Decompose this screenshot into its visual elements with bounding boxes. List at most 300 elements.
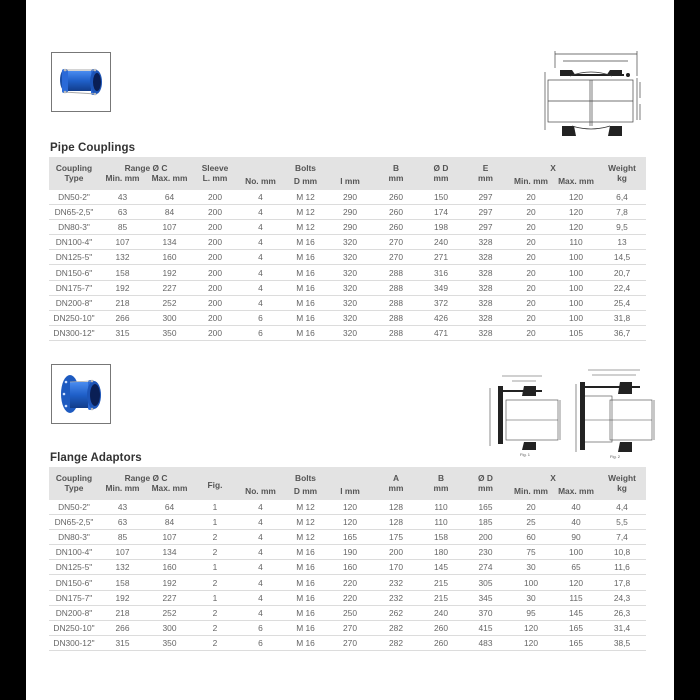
- table-cell: 200: [193, 235, 237, 250]
- flange-adaptors-rows: [49, 500, 646, 650]
- col-range-max: Max. mm: [146, 173, 193, 190]
- table-cell: 100: [554, 310, 598, 325]
- table-cell: 132: [99, 560, 146, 575]
- table-cell: M 16: [284, 250, 327, 265]
- svg-text:Fig. 2: Fig. 2: [610, 454, 621, 459]
- col-bolts: Bolts: [284, 157, 327, 173]
- table-cell: 4: [237, 500, 284, 515]
- table-cell: 120: [327, 515, 373, 530]
- table-cell: 174: [419, 205, 463, 220]
- table-cell: M 12: [284, 515, 327, 530]
- table-cell: DN250-10": [49, 310, 99, 325]
- table-cell: 349: [419, 280, 463, 295]
- table-row: [49, 295, 646, 310]
- table-cell: 120: [554, 190, 598, 205]
- col-range: Range Ø C: [99, 157, 193, 173]
- pipe-coupling-drawing-icon: [540, 48, 652, 143]
- col-range-min: Min. mm: [99, 173, 146, 190]
- table-cell: DN50-2": [49, 500, 99, 515]
- table-cell: 320: [327, 310, 373, 325]
- table-cell: 2: [193, 635, 237, 650]
- table-cell: M 16: [284, 635, 327, 650]
- table-cell: 100: [554, 295, 598, 310]
- table-cell: 328: [463, 310, 508, 325]
- table-cell: 115: [554, 590, 598, 605]
- table-cell: 6: [237, 620, 284, 635]
- table-cell: 25: [508, 515, 554, 530]
- col-weight: Weight: [598, 157, 646, 173]
- table-cell: 215: [419, 575, 463, 590]
- table-row: [49, 250, 646, 265]
- table-cell: 36,7: [598, 325, 646, 340]
- table-cell: 260: [373, 190, 419, 205]
- table-row: [49, 605, 646, 620]
- table-cell: 198: [419, 220, 463, 235]
- col-x-max: Max. mm: [554, 483, 598, 500]
- table-cell: 150: [419, 190, 463, 205]
- col-x: X: [508, 467, 598, 483]
- table-cell: 120: [327, 500, 373, 515]
- table-cell: 4: [237, 605, 284, 620]
- table-cell: 64: [146, 500, 193, 515]
- table-cell: 260: [419, 620, 463, 635]
- table-cell: 200: [373, 545, 419, 560]
- table-cell: 192: [146, 575, 193, 590]
- table-cell: DN100-4": [49, 545, 99, 560]
- table-cell: 200: [193, 310, 237, 325]
- table-cell: 158: [99, 575, 146, 590]
- table-cell: 300: [146, 620, 193, 635]
- col-x-max: Max. mm: [554, 173, 598, 190]
- col-e-unit: mm: [463, 173, 508, 190]
- table-cell: DN50-2": [49, 190, 99, 205]
- table-cell: 110: [554, 235, 598, 250]
- table-cell: 471: [419, 325, 463, 340]
- table-row: [49, 265, 646, 280]
- table-cell: 134: [146, 545, 193, 560]
- pipe-couplings-rows: [49, 190, 646, 340]
- table-cell: DN80-3": [49, 530, 99, 545]
- table-cell: DN125-5": [49, 560, 99, 575]
- table-cell: 252: [146, 295, 193, 310]
- table-cell: M 16: [284, 265, 327, 280]
- table-cell: 120: [554, 220, 598, 235]
- col-b: B: [419, 467, 463, 483]
- pipe-couplings-table: [49, 157, 646, 341]
- table-cell: 6: [237, 310, 284, 325]
- table-cell: 297: [463, 220, 508, 235]
- table-cell: 200: [193, 280, 237, 295]
- table-row: [49, 635, 646, 650]
- table-row: [49, 530, 646, 545]
- table-cell: DN65-2,5": [49, 205, 99, 220]
- table-cell: 328: [463, 325, 508, 340]
- table-cell: 145: [554, 605, 598, 620]
- pipe-coupling-photo: [51, 52, 111, 112]
- table-cell: DN100-4": [49, 235, 99, 250]
- col-range: Range Ø C: [99, 467, 193, 483]
- table-cell: 31,8: [598, 310, 646, 325]
- table-cell: 20: [508, 295, 554, 310]
- table-cell: 31,4: [598, 620, 646, 635]
- table-cell: 190: [327, 545, 373, 560]
- table-cell: 20: [508, 280, 554, 295]
- table-cell: 128: [373, 500, 419, 515]
- table-cell: 105: [554, 325, 598, 340]
- flange-adaptors-title: Flange Adaptors: [50, 452, 142, 464]
- table-cell: 120: [554, 205, 598, 220]
- table-cell: 1: [193, 590, 237, 605]
- table-cell: 345: [463, 590, 508, 605]
- table-row: [49, 325, 646, 340]
- table-cell: 260: [419, 635, 463, 650]
- table-cell: 192: [146, 265, 193, 280]
- col-bolts-d: D mm: [284, 483, 327, 500]
- col-bolts-no: No. mm: [237, 483, 284, 500]
- table-cell: 250: [327, 605, 373, 620]
- table-cell: M 12: [284, 500, 327, 515]
- table-cell: 328: [463, 250, 508, 265]
- table-cell: 158: [419, 530, 463, 545]
- table-cell: 4: [237, 235, 284, 250]
- table-cell: 60: [508, 530, 554, 545]
- table-cell: 270: [327, 635, 373, 650]
- table-cell: 43: [99, 500, 146, 515]
- table-cell: M 16: [284, 590, 327, 605]
- table-cell: M 16: [284, 620, 327, 635]
- table-row: [49, 280, 646, 295]
- table-cell: 85: [99, 220, 146, 235]
- table-cell: 65: [554, 560, 598, 575]
- table-cell: 192: [99, 280, 146, 295]
- table-cell: 220: [327, 590, 373, 605]
- table-cell: 14,5: [598, 250, 646, 265]
- table-cell: 320: [327, 250, 373, 265]
- table-cell: M 16: [284, 605, 327, 620]
- table-cell: 215: [419, 590, 463, 605]
- table-cell: 120: [554, 575, 598, 590]
- table-cell: 100: [554, 265, 598, 280]
- table-cell: 305: [463, 575, 508, 590]
- table-cell: 270: [373, 250, 419, 265]
- table-cell: DN200-8": [49, 605, 99, 620]
- table-cell: 20: [508, 325, 554, 340]
- table-cell: DN200-8": [49, 295, 99, 310]
- table-cell: M 12: [284, 205, 327, 220]
- table-cell: 316: [419, 265, 463, 280]
- table-cell: 290: [327, 220, 373, 235]
- table-cell: 266: [99, 310, 146, 325]
- table-cell: 297: [463, 190, 508, 205]
- table-cell: 320: [327, 235, 373, 250]
- flange-adaptors-table: [49, 467, 646, 651]
- table-cell: 7,4: [598, 530, 646, 545]
- table-cell: 282: [373, 635, 419, 650]
- table-cell: 232: [373, 590, 419, 605]
- table-cell: 370: [463, 605, 508, 620]
- table-cell: 20: [508, 235, 554, 250]
- table-cell: 252: [146, 605, 193, 620]
- table-cell: 100: [554, 250, 598, 265]
- table-cell: 160: [146, 250, 193, 265]
- table-cell: 372: [419, 295, 463, 310]
- table-cell: 271: [419, 250, 463, 265]
- flange-adaptor-icon: [58, 372, 104, 416]
- col-fig: Fig.: [193, 467, 237, 500]
- col-type: Type: [49, 173, 99, 190]
- table-cell: 160: [327, 560, 373, 575]
- table-cell: 415: [463, 620, 508, 635]
- table-cell: 260: [373, 205, 419, 220]
- table-cell: 165: [463, 500, 508, 515]
- table-row: [49, 190, 646, 205]
- table-cell: 20: [508, 265, 554, 280]
- table-cell: 107: [99, 235, 146, 250]
- table-cell: 13: [598, 235, 646, 250]
- pipe-coupling-icon: [56, 62, 106, 102]
- table-cell: 110: [419, 500, 463, 515]
- table-cell: 110: [419, 515, 463, 530]
- table-cell: 200: [193, 295, 237, 310]
- table-row: [49, 220, 646, 235]
- table-cell: DN80-3": [49, 220, 99, 235]
- table-cell: 84: [146, 205, 193, 220]
- table-cell: 75: [508, 545, 554, 560]
- table-cell: 100: [554, 545, 598, 560]
- table-row: [49, 515, 646, 530]
- table-cell: 2: [193, 605, 237, 620]
- table-cell: 218: [99, 295, 146, 310]
- col-b-unit: mm: [373, 173, 419, 190]
- table-cell: 288: [373, 295, 419, 310]
- table-cell: 5,5: [598, 515, 646, 530]
- table-cell: 230: [463, 545, 508, 560]
- table-cell: 192: [99, 590, 146, 605]
- col-bolts-l: l mm: [327, 173, 373, 190]
- table-cell: DN65-2,5": [49, 515, 99, 530]
- table-cell: 9,5: [598, 220, 646, 235]
- table-cell: 107: [146, 530, 193, 545]
- table-cell: 270: [373, 235, 419, 250]
- table-cell: 165: [554, 635, 598, 650]
- table-cell: 175: [373, 530, 419, 545]
- table-cell: 107: [146, 220, 193, 235]
- table-row: [49, 310, 646, 325]
- table-row: [49, 235, 646, 250]
- table-cell: 25,4: [598, 295, 646, 310]
- col-od: Ø D: [419, 157, 463, 173]
- table-cell: 220: [327, 575, 373, 590]
- table-cell: 7,8: [598, 205, 646, 220]
- table-cell: M 16: [284, 560, 327, 575]
- table-cell: 4: [237, 205, 284, 220]
- table-cell: 4: [237, 220, 284, 235]
- table-cell: M 16: [284, 545, 327, 560]
- table-cell: 4: [237, 575, 284, 590]
- table-cell: 6,4: [598, 190, 646, 205]
- table-cell: 4: [237, 545, 284, 560]
- table-cell: 282: [373, 620, 419, 635]
- table-cell: 30: [508, 590, 554, 605]
- col-a-unit: mm: [373, 483, 419, 500]
- table-cell: 38,5: [598, 635, 646, 650]
- table-cell: 266: [99, 620, 146, 635]
- table-cell: M 16: [284, 295, 327, 310]
- table-cell: 107: [99, 545, 146, 560]
- col-type: Type: [49, 483, 99, 500]
- table-cell: 227: [146, 590, 193, 605]
- table-cell: 1: [193, 560, 237, 575]
- table-cell: 64: [146, 190, 193, 205]
- col-od-unit: mm: [419, 173, 463, 190]
- table-cell: 426: [419, 310, 463, 325]
- col-bolts-l: l mm: [327, 483, 373, 500]
- table-cell: 85: [99, 530, 146, 545]
- flange-adaptor-drawing-icon: [480, 366, 660, 460]
- table-cell: DN150-6": [49, 265, 99, 280]
- table-cell: 297: [463, 205, 508, 220]
- table-cell: M 12: [284, 190, 327, 205]
- table-cell: M 16: [284, 280, 327, 295]
- col-x-min: Min. mm: [508, 483, 554, 500]
- table-cell: DN300-12": [49, 325, 99, 340]
- table-cell: DN300-12": [49, 635, 99, 650]
- table-cell: 270: [327, 620, 373, 635]
- table-cell: 100: [508, 575, 554, 590]
- flange-adaptor-photo: [51, 364, 111, 424]
- col-bolts-d: D mm: [284, 173, 327, 190]
- col-a: A: [373, 467, 419, 483]
- table-cell: 4: [237, 295, 284, 310]
- table-cell: 160: [146, 560, 193, 575]
- table-cell: 300: [146, 310, 193, 325]
- table-cell: 227: [146, 280, 193, 295]
- table-cell: 22,4: [598, 280, 646, 295]
- table-cell: 4: [237, 560, 284, 575]
- table-cell: 20: [508, 310, 554, 325]
- table-cell: 20,7: [598, 265, 646, 280]
- table-cell: 30: [508, 560, 554, 575]
- table-cell: 120: [508, 635, 554, 650]
- table-cell: 290: [327, 205, 373, 220]
- table-cell: 165: [327, 530, 373, 545]
- table-cell: M 12: [284, 220, 327, 235]
- table-cell: 43: [99, 190, 146, 205]
- table-cell: 200: [193, 205, 237, 220]
- table-cell: 100: [554, 280, 598, 295]
- table-cell: 200: [193, 220, 237, 235]
- table-cell: 20: [508, 220, 554, 235]
- table-cell: 63: [99, 515, 146, 530]
- table-cell: 180: [419, 545, 463, 560]
- col-od-unit: mm: [463, 483, 508, 500]
- table-cell: 128: [373, 515, 419, 530]
- table-cell: 200: [193, 325, 237, 340]
- table-cell: 4: [237, 190, 284, 205]
- table-cell: 63: [99, 205, 146, 220]
- col-sleeve: Sleeve: [193, 157, 237, 173]
- table-cell: 2: [193, 620, 237, 635]
- table-cell: 84: [146, 515, 193, 530]
- table-cell: 120: [508, 620, 554, 635]
- table-cell: 6: [237, 635, 284, 650]
- table-cell: 240: [419, 605, 463, 620]
- table-cell: 320: [327, 265, 373, 280]
- table-cell: M 12: [284, 530, 327, 545]
- table-cell: 134: [146, 235, 193, 250]
- table-cell: 2: [193, 530, 237, 545]
- table-cell: M 16: [284, 235, 327, 250]
- table-cell: 200: [463, 530, 508, 545]
- table-cell: 240: [419, 235, 463, 250]
- svg-text:Fig. 1: Fig. 1: [520, 452, 531, 457]
- pipe-couplings-title: Pipe Couplings: [50, 142, 136, 154]
- table-cell: 1: [193, 500, 237, 515]
- table-cell: 145: [419, 560, 463, 575]
- table-cell: 200: [193, 265, 237, 280]
- table-cell: 483: [463, 635, 508, 650]
- table-cell: 350: [146, 635, 193, 650]
- table-cell: 20: [508, 500, 554, 515]
- col-range-max: Max. mm: [146, 483, 193, 500]
- table-row: [49, 620, 646, 635]
- catalog-page: [26, 0, 674, 700]
- table-row: [49, 545, 646, 560]
- table-cell: DN250-10": [49, 620, 99, 635]
- table-cell: DN175-7": [49, 280, 99, 295]
- table-row: [49, 500, 646, 515]
- table-cell: 26,3: [598, 605, 646, 620]
- table-cell: 260: [373, 220, 419, 235]
- table-cell: 6: [237, 325, 284, 340]
- table-cell: 232: [373, 575, 419, 590]
- table-cell: M 16: [284, 310, 327, 325]
- table-cell: 185: [463, 515, 508, 530]
- table-cell: 328: [463, 265, 508, 280]
- col-bolts-no: No. mm: [237, 173, 284, 190]
- col-x: X: [508, 157, 598, 173]
- table-cell: 17,8: [598, 575, 646, 590]
- table-cell: 158: [99, 265, 146, 280]
- table-row: [49, 560, 646, 575]
- table-cell: 328: [463, 280, 508, 295]
- table-cell: 290: [327, 190, 373, 205]
- table-cell: 10,8: [598, 545, 646, 560]
- table-cell: 274: [463, 560, 508, 575]
- table-row: [49, 590, 646, 605]
- table-cell: 320: [327, 325, 373, 340]
- table-cell: 20: [508, 190, 554, 205]
- table-cell: 90: [554, 530, 598, 545]
- table-row: [49, 205, 646, 220]
- col-weight: Weight: [598, 467, 646, 483]
- table-cell: 200: [193, 190, 237, 205]
- table-cell: 170: [373, 560, 419, 575]
- col-coupling: Coupling: [49, 467, 99, 483]
- table-cell: 288: [373, 265, 419, 280]
- col-e: E: [463, 157, 508, 173]
- table-row: [49, 575, 646, 590]
- table-cell: 4: [237, 590, 284, 605]
- table-cell: 288: [373, 280, 419, 295]
- table-cell: 328: [463, 235, 508, 250]
- table-cell: DN175-7": [49, 590, 99, 605]
- table-cell: 200: [193, 250, 237, 265]
- table-cell: 2: [193, 575, 237, 590]
- col-weight-unit: kg: [598, 173, 646, 190]
- table-cell: 4,4: [598, 500, 646, 515]
- table-cell: DN125-5": [49, 250, 99, 265]
